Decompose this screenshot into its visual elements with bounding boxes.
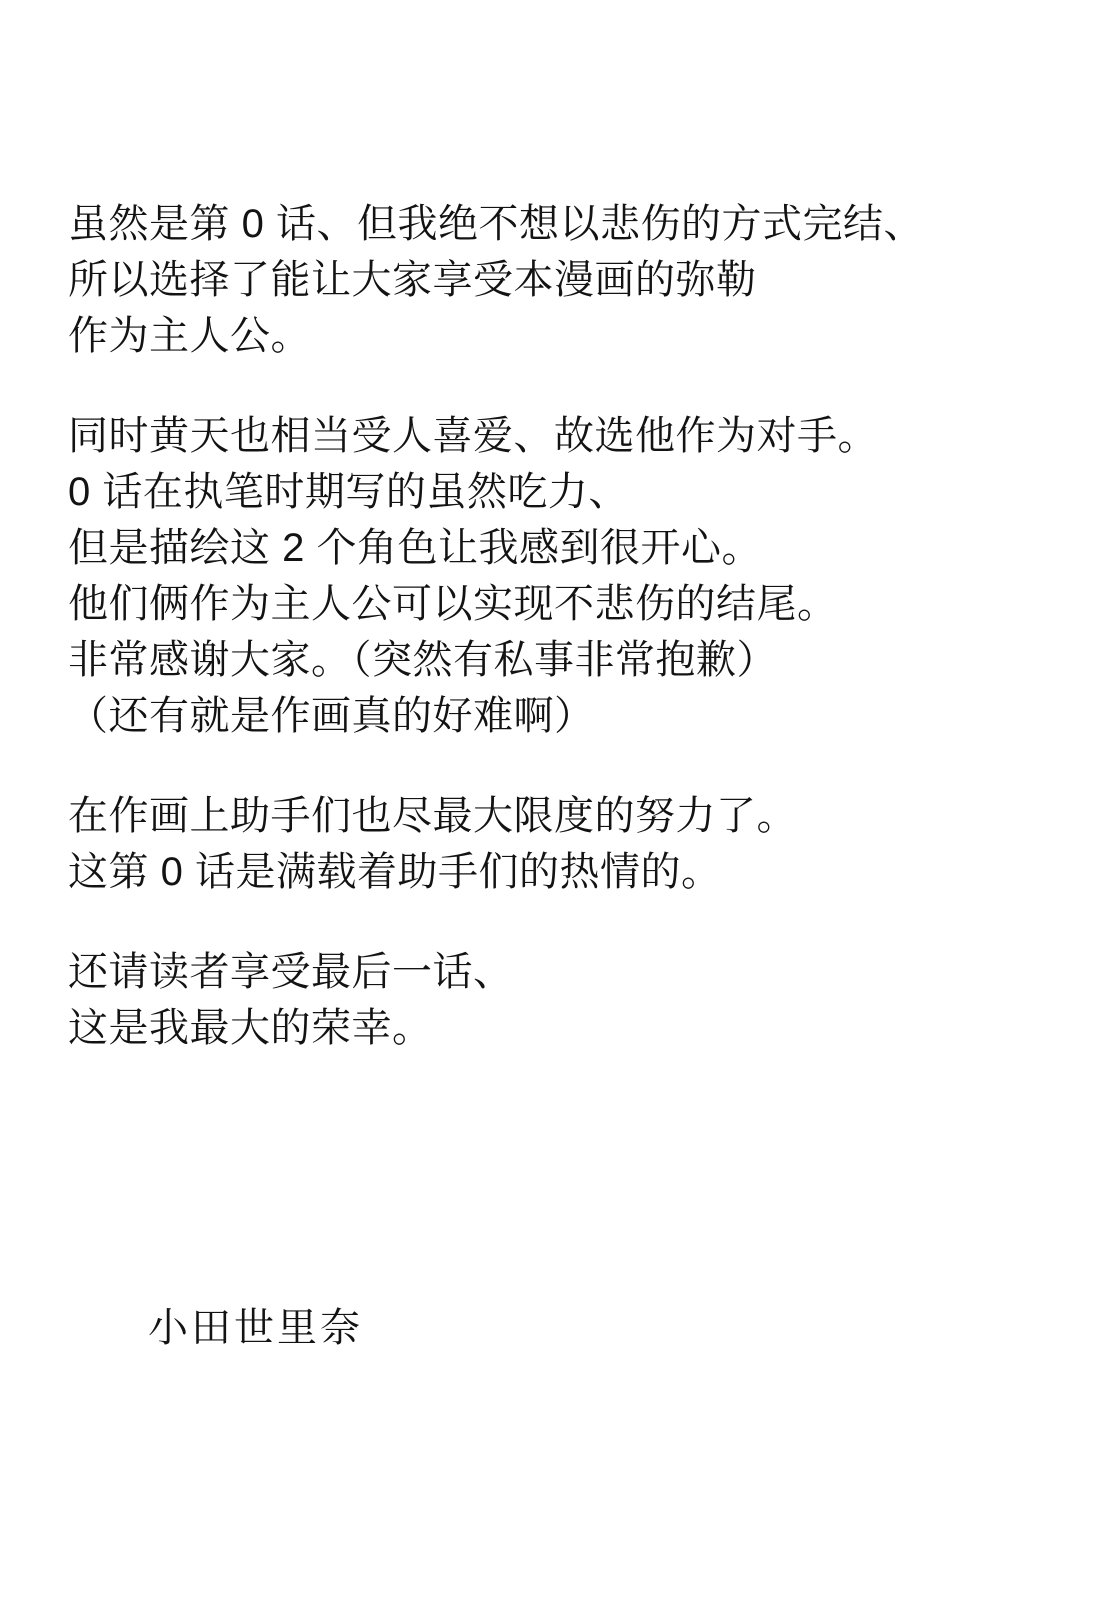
text-line: 这第 0 话是满载着助手们的热情的。 xyxy=(68,850,722,894)
paragraph-4 xyxy=(68,944,1058,1056)
afterword-text-body xyxy=(68,196,1058,1056)
text-line: 所以选择了能让大家享受本漫画的弥勒 xyxy=(68,258,757,302)
text-line: （还有就是作画真的好难啊） xyxy=(68,694,595,738)
signature-block xyxy=(148,1300,363,1356)
text-line: 作为主人公。 xyxy=(68,314,311,358)
text-line: 但是描绘这 2 个角色让我感到很开心。 xyxy=(68,526,762,570)
text-line: 这是我最大的荣幸。 xyxy=(68,1006,433,1050)
text-line: 在作画上助手们也尽最大限度的努力了。 xyxy=(68,794,797,838)
text-line: 虽然是第 0 话、但我绝不想以悲伤的方式完结、 xyxy=(68,202,924,246)
text-line: 还请读者享受最后一话、 xyxy=(68,950,514,994)
paragraph-2 xyxy=(68,408,1058,744)
text-line: 同时黄天也相当受人喜爱、故选他作为对手。 xyxy=(68,414,878,458)
author-signature: 小田世里奈 xyxy=(148,1306,363,1350)
paragraph-3 xyxy=(68,788,1058,900)
text-line: 0 话在执笔时期写的虽然吃力、 xyxy=(68,470,629,514)
text-line: 非常感谢大家。（突然有私事非常抱歉） xyxy=(68,638,777,682)
text-line: 他们俩作为主人公可以实现不悲伤的结尾。 xyxy=(68,582,838,626)
paragraph-1 xyxy=(68,196,1058,364)
